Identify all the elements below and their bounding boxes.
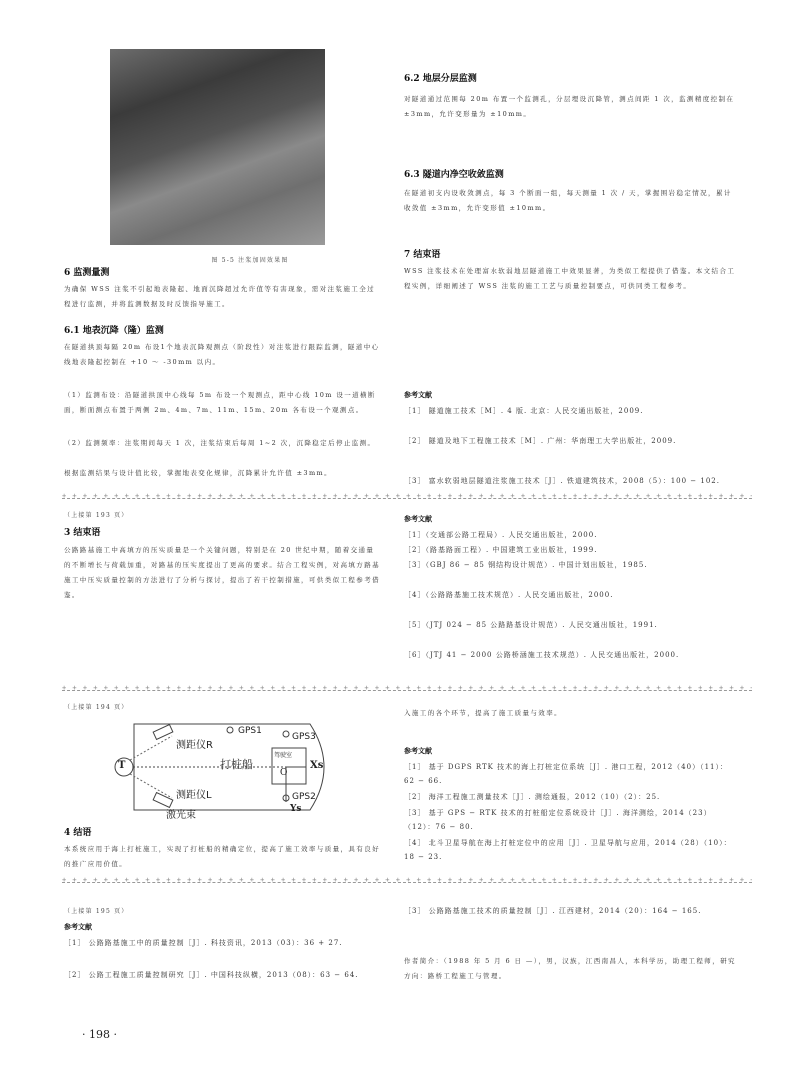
references-heading: 参考文献 [404,746,432,755]
section-heading: 6 监测量测 [64,268,110,278]
section-heading: 6.2 地层分层监测 [404,74,477,84]
reference-item: ［1］（交通部公路工程局）. 人民交通出版社，2000. [404,531,598,539]
section-divider [62,498,752,499]
paragraph: （1）监测布设：沿隧道拱顶中心线每 5m 布设一个观测点，距中心线 10m 设一道横断面，断面测点布置于两侧 2m、4m、7m、11m、15m、20m 各布设一个观测点。 [64,391,376,414]
reference-item: ［3］ 公路路基施工技术的质量控制［J］. 江西建材，2014（20）：164 − 165. [404,907,702,915]
reference-item: ［3］（GBJ 86 − 85 钢结构设计规范）. 中国计划出版社，1985. [404,561,648,569]
cab-label: 驾驶室 [274,752,293,759]
reference-item: ［1］ 基于 DGPS RTK 技术的海上打桩定位系统［J］. 港口工程，2012（40）（11）：62 − 66. [404,763,728,785]
section-heading: 4 结语 [64,828,92,838]
reference-item: ［1］ 隧道施工技术［M］. 4 版. 北京：人民交通出版社，2009. [404,407,644,415]
paragraph: 根据监测结果与设计值比较，掌握地表变化规律，沉降累计允许值 ±3mm。 [64,469,332,477]
section-heading: 3 结束语 [64,528,101,538]
paragraph: 入施工的各个环节，提高了施工质量与效率。 [404,709,562,717]
references-heading: 参考文献 [404,514,432,523]
laser-line-l [130,774,172,798]
gps1-marker [227,727,233,733]
reference-item: ［2］ 公路工程施工质量控制研究［J］. 中国科技纵横，2013（08）：63 − 64. [64,971,359,979]
paragraph: 在隧道拱顶每隔 20m 布设1个地表沉降观测点（阶段性）对注浆进行跟踪监测，隧道中心线地表隆起控制在 +10 ～ -30mm 以内。 [64,343,380,366]
reference-item: ［3］ 基于 GPS − RTK 技术的打桩船定位系统设计［J］. 海洋测绘，2014（23）（12）：76 − 80. [404,809,712,831]
ys-label: Ys [290,804,302,814]
reference-item: ［2］ 海洋工程施工测量技术［J］. 测绘通报，2012（10）（2）：25. [404,793,661,801]
reference-item: ［6］（JTJ 41 − 2000 公路桥涵施工技术规范）. 人民交通出版社，2000. [404,651,680,659]
gps2-label: GPS2 [292,792,316,802]
continuation-note: （上接第 194 页） [64,704,129,711]
reference-item: ［5］（JTJ 024 − 85 公路路基设计规范）. 人民交通出版社，1991. [404,621,658,629]
paragraph: 在隧道初支内设收敛测点，每 3 个断面一组，每天测量 1 次 / 天，掌握围岩稳定情况，累计收敛值 ±3mm，允许变形值 ±10mm。 [404,189,732,212]
positioning-diagram [110,712,342,822]
section-heading: 7 结束语 [404,250,441,260]
reference-item: ［2］ 隧道及地下工程施工技术［M］. 广州：华南理工大学出版社，2009. [404,437,677,445]
t-label: T [118,760,126,771]
laser-label: 激光束 [166,810,196,821]
ranger-r-label: 测距仪R [176,740,213,751]
reference-item: ［3］ 富水软弱地层隧道注浆施工技术［J］. 铁道建筑技术，2008（5）：100 − 102. [404,477,720,485]
references-heading: 参考文献 [404,390,432,399]
paragraph: 本系统应用于海上打桩施工，实现了打桩船的精确定位，提高了施工效率与质量，具有良好的推广应用价值。 [64,845,380,868]
reference-item: ［4］ 北斗卫星导航在海上打桩定位中的应用［J］. 卫星导航与应用，2014（28）（10）：18 − 23. [404,839,732,861]
paragraph: WSS 注浆技术在处理富水软弱地层隧道施工中效果显著，为类似工程提供了借鉴。本文结合工程实例，详细阐述了 WSS 注浆的施工工艺与质量控制要点，可供同类工程参考。 [404,267,736,290]
section-divider [62,690,752,691]
section-heading: 6.1 地表沉降（隆）监测 [64,326,164,336]
laser-line-r [130,736,172,760]
ship-label: 打桩船 [220,758,253,771]
xs-label: Xs [310,760,324,771]
paragraph: 公路路基施工中高填方的压实质量是一个关键问题，特别是在 20 世纪中期，随着交通量的不断增长与荷载加重，对路基的压实度提出了更高的要求。结合工程实例，对高填方路基施工中压实质量控制的方法进行了分析与探讨，提出了若干控制措施，可供类似工程参考借鉴。 [64,546,380,599]
o-label: O [280,768,288,778]
section-heading: 6.3 隧道内净空收敛监测 [404,170,504,180]
gps1-label: GPS1 [238,726,262,736]
figure-caption: 图 5-5 注浆加固效果图 [211,257,289,264]
reference-item: ［1］ 公路路基施工中的质量控制［J］. 科技资讯，2013（03）：36 + 27. [64,939,343,947]
gps3-label: GPS3 [292,732,316,742]
reference-item: ［4］（公路路基施工技术规范）. 人民交通出版社，2000. [404,591,614,599]
paragraph: 对隧道通过范围每 20m 布置一个监测孔，分层埋设沉降管，测点间距 1 次，监测精度控制在 ±3mm，允许变形量为 ±10mm。 [404,95,735,118]
page-number: · 198 · [82,1028,117,1041]
references-heading: 参考文献 [64,922,92,931]
continuation-note: （上接第 195 页） [64,908,129,915]
figure-photo [110,49,325,245]
gps3-marker [283,731,289,737]
reference-item: ［2］（路基路面工程）. 中国建筑工业出版社，1999. [404,546,598,554]
paragraph: （2）监测频率：注浆期间每天 1 次，注浆结束后每周 1~2 次，沉降稳定后停止监测。 [64,439,376,447]
continuation-note: （上接第 193 页） [64,512,129,519]
ranger-l-label: 测距仪L [176,790,212,801]
paragraph: 为确保 WSS 注浆不引起地表隆起、地面沉降超过允许值等有害现象，需对注浆施工全过程进行监测，并将监测数据及时反馈指导施工。 [64,285,376,308]
author-note: 作者简介：（1988 年 5 月 6 日 —），男，汉族，江西南昌人，本科学历，助理工程师，研究方向：路桥工程施工与管理。 [404,957,736,980]
section-divider [62,882,752,883]
